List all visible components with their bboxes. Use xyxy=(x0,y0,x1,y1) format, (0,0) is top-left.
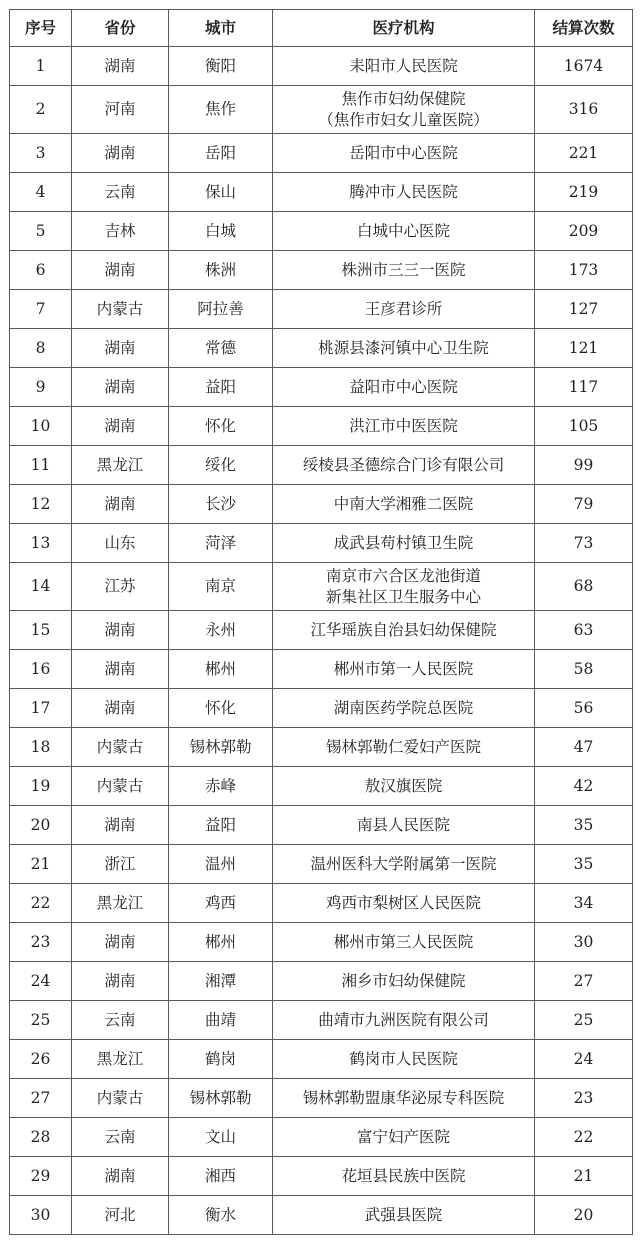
table-row xyxy=(10,1157,633,1196)
institution-name-line: 腾冲市人民医院 xyxy=(349,182,458,201)
cell-count: 25 xyxy=(535,1001,633,1040)
cell-institution xyxy=(273,485,535,524)
cell-index: 15 xyxy=(10,611,72,650)
institution-name-line: 曲靖市九洲医院有限公司 xyxy=(318,1010,489,1029)
table-row xyxy=(10,767,633,806)
cell-count: 1674 xyxy=(535,47,633,86)
cell-institution xyxy=(273,1040,535,1079)
table-row xyxy=(10,884,633,923)
cell-index: 9 xyxy=(10,368,72,407)
table-row xyxy=(10,1079,633,1118)
institution-name-line: 王彦君诊所 xyxy=(364,299,443,318)
table-row xyxy=(10,1001,633,1040)
cell-count: 30 xyxy=(535,923,633,962)
cell-province: 内蒙古 xyxy=(72,1079,169,1118)
cell-province: 河北 xyxy=(72,1196,169,1235)
cell-institution xyxy=(273,689,535,728)
cell-city: 锡林郭勒 xyxy=(169,728,273,767)
header-province: 省份 xyxy=(72,10,169,47)
cell-institution xyxy=(273,173,535,212)
cell-index: 14 xyxy=(10,563,72,611)
header-institution: 医疗机构 xyxy=(273,10,535,47)
cell-institution xyxy=(273,1079,535,1118)
table-row xyxy=(10,251,633,290)
cell-index: 7 xyxy=(10,290,72,329)
institution-name-line: 锡林郭勒盟康华泌尿专科医院 xyxy=(302,1088,505,1107)
header-index: 序号 xyxy=(10,10,72,47)
cell-index: 13 xyxy=(10,524,72,563)
cell-institution xyxy=(273,86,535,134)
cell-province: 内蒙古 xyxy=(72,290,169,329)
cell-city: 湘潭 xyxy=(169,962,273,1001)
institution-name-line: 江华瑶族自治县妇幼保健院 xyxy=(310,620,497,639)
cell-index: 3 xyxy=(10,134,72,173)
cell-city: 阿拉善 xyxy=(169,290,273,329)
cell-province: 湖南 xyxy=(72,689,169,728)
cell-count: 24 xyxy=(535,1040,633,1079)
table-row xyxy=(10,134,633,173)
institution-name-line: 白城中心医院 xyxy=(356,221,450,240)
cell-index: 11 xyxy=(10,446,72,485)
cell-city: 衡水 xyxy=(169,1196,273,1235)
institution-name-line: 郴州市第一人民医院 xyxy=(333,659,474,678)
institution-name-line: （焦作市妇女儿童医院） xyxy=(318,110,489,129)
institution-name-line: 花垣县民族中医院 xyxy=(341,1166,466,1185)
table-row xyxy=(10,728,633,767)
cell-institution xyxy=(273,290,535,329)
cell-count: 219 xyxy=(535,173,633,212)
cell-institution xyxy=(273,845,535,884)
cell-province: 湖南 xyxy=(72,806,169,845)
cell-city: 绥化 xyxy=(169,446,273,485)
table-body xyxy=(10,47,633,1235)
table-row xyxy=(10,1040,633,1079)
cell-city: 鹤岗 xyxy=(169,1040,273,1079)
cell-index: 21 xyxy=(10,845,72,884)
cell-index: 18 xyxy=(10,728,72,767)
cell-province: 河南 xyxy=(72,86,169,134)
cell-institution xyxy=(273,1118,535,1157)
cell-city: 怀化 xyxy=(169,407,273,446)
cell-count: 117 xyxy=(535,368,633,407)
cell-institution xyxy=(273,1157,535,1196)
institution-name-line: 益阳市中心医院 xyxy=(349,377,458,396)
cell-province: 黑龙江 xyxy=(72,1040,169,1079)
cell-city: 长沙 xyxy=(169,485,273,524)
cell-province: 湖南 xyxy=(72,485,169,524)
cell-city: 保山 xyxy=(169,173,273,212)
cell-province: 江苏 xyxy=(72,563,169,611)
cell-province: 黑龙江 xyxy=(72,884,169,923)
cell-city: 株洲 xyxy=(169,251,273,290)
cell-count: 121 xyxy=(535,329,633,368)
cell-province: 内蒙古 xyxy=(72,728,169,767)
table-row xyxy=(10,290,633,329)
cell-count: 21 xyxy=(535,1157,633,1196)
cell-count: 34 xyxy=(535,884,633,923)
cell-count: 68 xyxy=(535,563,633,611)
cell-city: 赤峰 xyxy=(169,767,273,806)
cell-index: 10 xyxy=(10,407,72,446)
cell-count: 35 xyxy=(535,806,633,845)
cell-city: 焦作 xyxy=(169,86,273,134)
table-row xyxy=(10,923,633,962)
cell-institution xyxy=(273,806,535,845)
cell-institution xyxy=(273,407,535,446)
cell-count: 173 xyxy=(535,251,633,290)
cell-city: 益阳 xyxy=(169,368,273,407)
cell-index: 20 xyxy=(10,806,72,845)
table-row xyxy=(10,47,633,86)
institution-name-line: 湖南医药学院总医院 xyxy=(333,698,474,717)
cell-count: 23 xyxy=(535,1079,633,1118)
institution-name-line: 温州医科大学附属第一医院 xyxy=(310,854,497,873)
cell-city: 郴州 xyxy=(169,923,273,962)
cell-count: 27 xyxy=(535,962,633,1001)
cell-index: 27 xyxy=(10,1079,72,1118)
cell-index: 1 xyxy=(10,47,72,86)
cell-province: 湖南 xyxy=(72,650,169,689)
cell-province: 湖南 xyxy=(72,611,169,650)
cell-city: 益阳 xyxy=(169,806,273,845)
table-header-row xyxy=(10,10,633,47)
cell-count: 105 xyxy=(535,407,633,446)
cell-index: 17 xyxy=(10,689,72,728)
cell-institution xyxy=(273,728,535,767)
cell-institution xyxy=(273,329,535,368)
table-row xyxy=(10,368,633,407)
cell-city: 文山 xyxy=(169,1118,273,1157)
cell-institution xyxy=(273,563,535,611)
cell-index: 6 xyxy=(10,251,72,290)
cell-province: 云南 xyxy=(72,1118,169,1157)
cell-count: 316 xyxy=(535,86,633,134)
cell-index: 5 xyxy=(10,212,72,251)
cell-city: 鸡西 xyxy=(169,884,273,923)
cell-province: 吉林 xyxy=(72,212,169,251)
table-row xyxy=(10,611,633,650)
cell-province: 湖南 xyxy=(72,134,169,173)
table-row xyxy=(10,1196,633,1235)
cell-count: 22 xyxy=(535,1118,633,1157)
table-row xyxy=(10,212,633,251)
table-row xyxy=(10,86,633,134)
cell-province: 湖南 xyxy=(72,1157,169,1196)
cell-province: 云南 xyxy=(72,1001,169,1040)
table-row xyxy=(10,485,633,524)
table-row xyxy=(10,650,633,689)
table-row xyxy=(10,524,633,563)
cell-count: 209 xyxy=(535,212,633,251)
table-row xyxy=(10,689,633,728)
cell-province: 浙江 xyxy=(72,845,169,884)
cell-province: 湖南 xyxy=(72,368,169,407)
header-count: 结算次数 xyxy=(535,10,633,47)
cell-institution xyxy=(273,47,535,86)
cell-index: 4 xyxy=(10,173,72,212)
institution-name-line: 锡林郭勒仁爱妇产医院 xyxy=(325,737,481,756)
cell-institution xyxy=(273,923,535,962)
cell-index: 23 xyxy=(10,923,72,962)
institution-name-line: 南县人民医院 xyxy=(356,815,450,834)
institution-name-line: 新集社区卫生服务中心 xyxy=(325,587,481,606)
cell-index: 2 xyxy=(10,86,72,134)
cell-institution xyxy=(273,884,535,923)
cell-city: 岳阳 xyxy=(169,134,273,173)
cell-index: 16 xyxy=(10,650,72,689)
institution-name-line: 耒阳市人民医院 xyxy=(349,56,458,75)
cell-city: 常德 xyxy=(169,329,273,368)
cell-count: 99 xyxy=(535,446,633,485)
cell-index: 25 xyxy=(10,1001,72,1040)
cell-province: 黑龙江 xyxy=(72,446,169,485)
institution-name-line: 鸡西市梨树区人民医院 xyxy=(325,893,481,912)
cell-count: 56 xyxy=(535,689,633,728)
cell-city: 湘西 xyxy=(169,1157,273,1196)
table-row xyxy=(10,173,633,212)
cell-province: 内蒙古 xyxy=(72,767,169,806)
cell-province: 湖南 xyxy=(72,407,169,446)
settlement-ranking-table xyxy=(9,9,633,1235)
cell-count: 127 xyxy=(535,290,633,329)
cell-province: 湖南 xyxy=(72,962,169,1001)
cell-city: 郴州 xyxy=(169,650,273,689)
institution-name-line: 敖汉旗医院 xyxy=(364,776,443,795)
institution-name-line: 洪江市中医医院 xyxy=(349,416,458,435)
cell-institution xyxy=(273,212,535,251)
cell-institution xyxy=(273,446,535,485)
cell-count: 73 xyxy=(535,524,633,563)
institution-name-line: 焦作市妇幼保健院 xyxy=(341,89,466,108)
institution-name-line: 成武县苟村镇卫生院 xyxy=(333,533,474,552)
cell-city: 永州 xyxy=(169,611,273,650)
table-row xyxy=(10,806,633,845)
institution-name-line: 武强县医院 xyxy=(364,1205,443,1224)
cell-city: 怀化 xyxy=(169,689,273,728)
institution-name-line: 南京市六合区龙池街道 xyxy=(325,566,481,585)
cell-index: 22 xyxy=(10,884,72,923)
table-row xyxy=(10,563,633,611)
cell-index: 19 xyxy=(10,767,72,806)
cell-count: 58 xyxy=(535,650,633,689)
cell-city: 南京 xyxy=(169,563,273,611)
institution-name-line: 鹤岗市人民医院 xyxy=(349,1049,458,1068)
cell-institution xyxy=(273,1196,535,1235)
cell-index: 28 xyxy=(10,1118,72,1157)
institution-name-line: 湘乡市妇幼保健院 xyxy=(341,971,466,990)
cell-province: 湖南 xyxy=(72,251,169,290)
header-city: 城市 xyxy=(169,10,273,47)
institution-name-line: 绥棱县圣德综合门诊有限公司 xyxy=(302,455,505,474)
table-row xyxy=(10,845,633,884)
cell-count: 63 xyxy=(535,611,633,650)
cell-province: 云南 xyxy=(72,173,169,212)
cell-institution xyxy=(273,611,535,650)
cell-city: 锡林郭勒 xyxy=(169,1079,273,1118)
table-row xyxy=(10,407,633,446)
institution-name-line: 中南大学湘雅二医院 xyxy=(333,494,474,513)
cell-city: 菏泽 xyxy=(169,524,273,563)
cell-count: 79 xyxy=(535,485,633,524)
cell-city: 曲靖 xyxy=(169,1001,273,1040)
cell-index: 30 xyxy=(10,1196,72,1235)
institution-name-line: 株洲市三三一医院 xyxy=(341,260,466,279)
cell-province: 湖南 xyxy=(72,923,169,962)
cell-index: 12 xyxy=(10,485,72,524)
cell-city: 白城 xyxy=(169,212,273,251)
cell-index: 26 xyxy=(10,1040,72,1079)
table-row xyxy=(10,329,633,368)
table-row xyxy=(10,1118,633,1157)
cell-institution xyxy=(273,524,535,563)
cell-count: 35 xyxy=(535,845,633,884)
cell-province: 湖南 xyxy=(72,47,169,86)
cell-index: 24 xyxy=(10,962,72,1001)
institution-name-line: 桃源县漆河镇中心卫生院 xyxy=(318,338,489,357)
cell-count: 42 xyxy=(535,767,633,806)
cell-city: 温州 xyxy=(169,845,273,884)
cell-index: 29 xyxy=(10,1157,72,1196)
institution-name-line: 岳阳市中心医院 xyxy=(349,143,458,162)
cell-institution xyxy=(273,134,535,173)
cell-count: 221 xyxy=(535,134,633,173)
table-row xyxy=(10,962,633,1001)
cell-province: 山东 xyxy=(72,524,169,563)
cell-institution xyxy=(273,962,535,1001)
cell-index: 8 xyxy=(10,329,72,368)
institution-name-line: 富宁妇产医院 xyxy=(356,1127,450,1146)
cell-institution xyxy=(273,368,535,407)
cell-institution xyxy=(273,767,535,806)
cell-institution xyxy=(273,251,535,290)
institution-name-line: 郴州市第三人民医院 xyxy=(333,932,474,951)
cell-count: 47 xyxy=(535,728,633,767)
cell-institution xyxy=(273,650,535,689)
table-row xyxy=(10,446,633,485)
cell-city: 衡阳 xyxy=(169,47,273,86)
cell-institution xyxy=(273,1001,535,1040)
cell-province: 湖南 xyxy=(72,329,169,368)
cell-count: 20 xyxy=(535,1196,633,1235)
